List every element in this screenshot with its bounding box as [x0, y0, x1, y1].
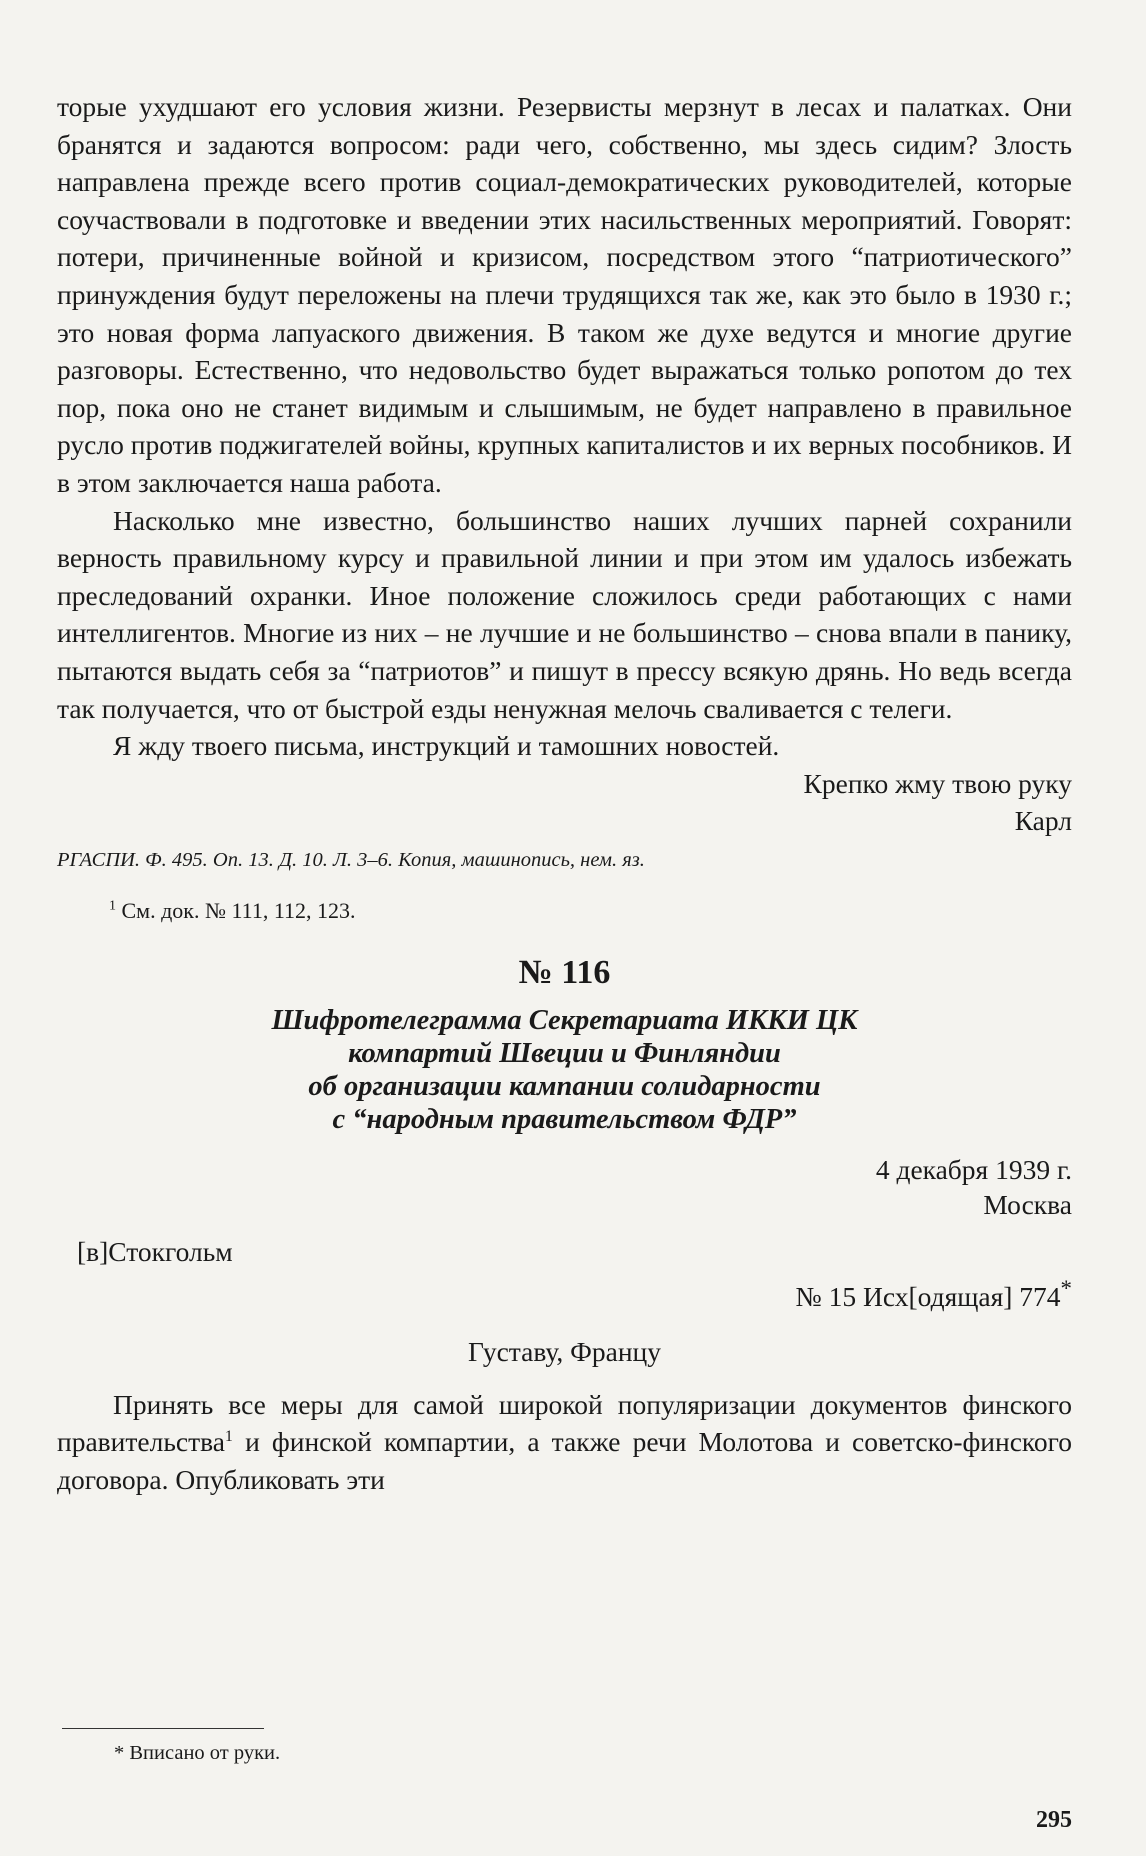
document-destination: [в]Стокгольм [77, 1235, 233, 1267]
outgoing-number-mark: * [1060, 1275, 1072, 1301]
document-title-line-3: об организации кампании солидарности [308, 1070, 821, 1102]
document-title-line-4: с “народным правительством ФДР” [332, 1103, 797, 1135]
document-body [57, 1386, 1072, 1499]
closing-signature: Карл [1014, 805, 1072, 837]
document-body-part-2: и финской компартии, а также речи Молотова и советско-финского договора. Опубликовать эти [57, 1426, 1072, 1496]
paragraph-3: Я жду твоего письма, инструкций и тамошних новостей. [113, 730, 780, 762]
footnote-1 [57, 896, 1072, 926]
paragraph-2: Насколько мне известно, большинство наших лучших парней сохранили верность правильному курсу и правильной линии и при этом им удалось избежать преследований охранки. Иное положение сложилось среди работающих с нами интеллигентов. Многие из них – не лучшие и не большинство – снова впали в панику, пытаются выдать себя за “патриотов” и пишут в прессу всякую дрянь. Но ведь всегда так получается, что от быстрой езды ненужная мелочь сваливается с телеги. [57, 504, 1072, 724]
document-title-line-2: компартий Швеции и Финляндии [348, 1037, 781, 1069]
outgoing-number [57, 1275, 1072, 1314]
document-number: № 116 [518, 953, 611, 991]
archive-source: РГАСПИ. Ф. 495. Оп. 13. Д. 10. Л. 3–6. Копия, машинопись, нем. яз. [57, 848, 645, 871]
closing-greeting: Крепко жму твою руку [803, 767, 1072, 799]
outgoing-number-text: № 15 Исх[одящая] 774 [795, 1280, 1061, 1312]
document-place: Москва [983, 1188, 1072, 1220]
document-body-footnote-marker: 1 [224, 1428, 233, 1446]
document-date: 4 декабря 1939 г. [875, 1153, 1072, 1185]
page-number: 295 [1036, 1807, 1072, 1833]
footnote-1-text: См. док. № 111, 112, 123. [116, 897, 356, 923]
bottom-footnote: * Вписано от руки. [114, 1742, 281, 1764]
addressees: Густаву, Францу [467, 1335, 662, 1367]
document-body-part-1: Принять все меры для самой широкой популяризации документов финского правительства [57, 1388, 1072, 1458]
document-title-line-1: Шифротелеграмма Секретариата ИККИ ЦК [271, 1004, 858, 1036]
page-content [57, 88, 1072, 1499]
footnote-1-marker: 1 [109, 898, 116, 914]
footnote-divider [62, 1728, 264, 1729]
paragraph-1: торые ухудшают его условия жизни. Резервисты мерзнут в лесах и палатках. Они бранятся и задаются вопросом: ради чего, собственно, мы здесь сидим? Злость направлена прежде всего против социал-демократических руководителей, которые соучаствовали в подготовке и введении этих насильственных мероприятий. Говорят: потери, причиненные войной и кризисом, посредством этого “патриотического” принуждения будут переложены на плечи трудящихся так же, как это было в 1930 г.; это новая форма лапуаского движения. В таком же духе ведутся и многие другие разговоры. Естественно, что недовольство будет выражаться только ропотом до тех пор, пока оно не станет видимым и слышимым, не будет направлено в правильное русло против поджигателей войны, крупных капиталистов и их верных пособников. И в этом заключается наша работа. [57, 91, 1072, 498]
